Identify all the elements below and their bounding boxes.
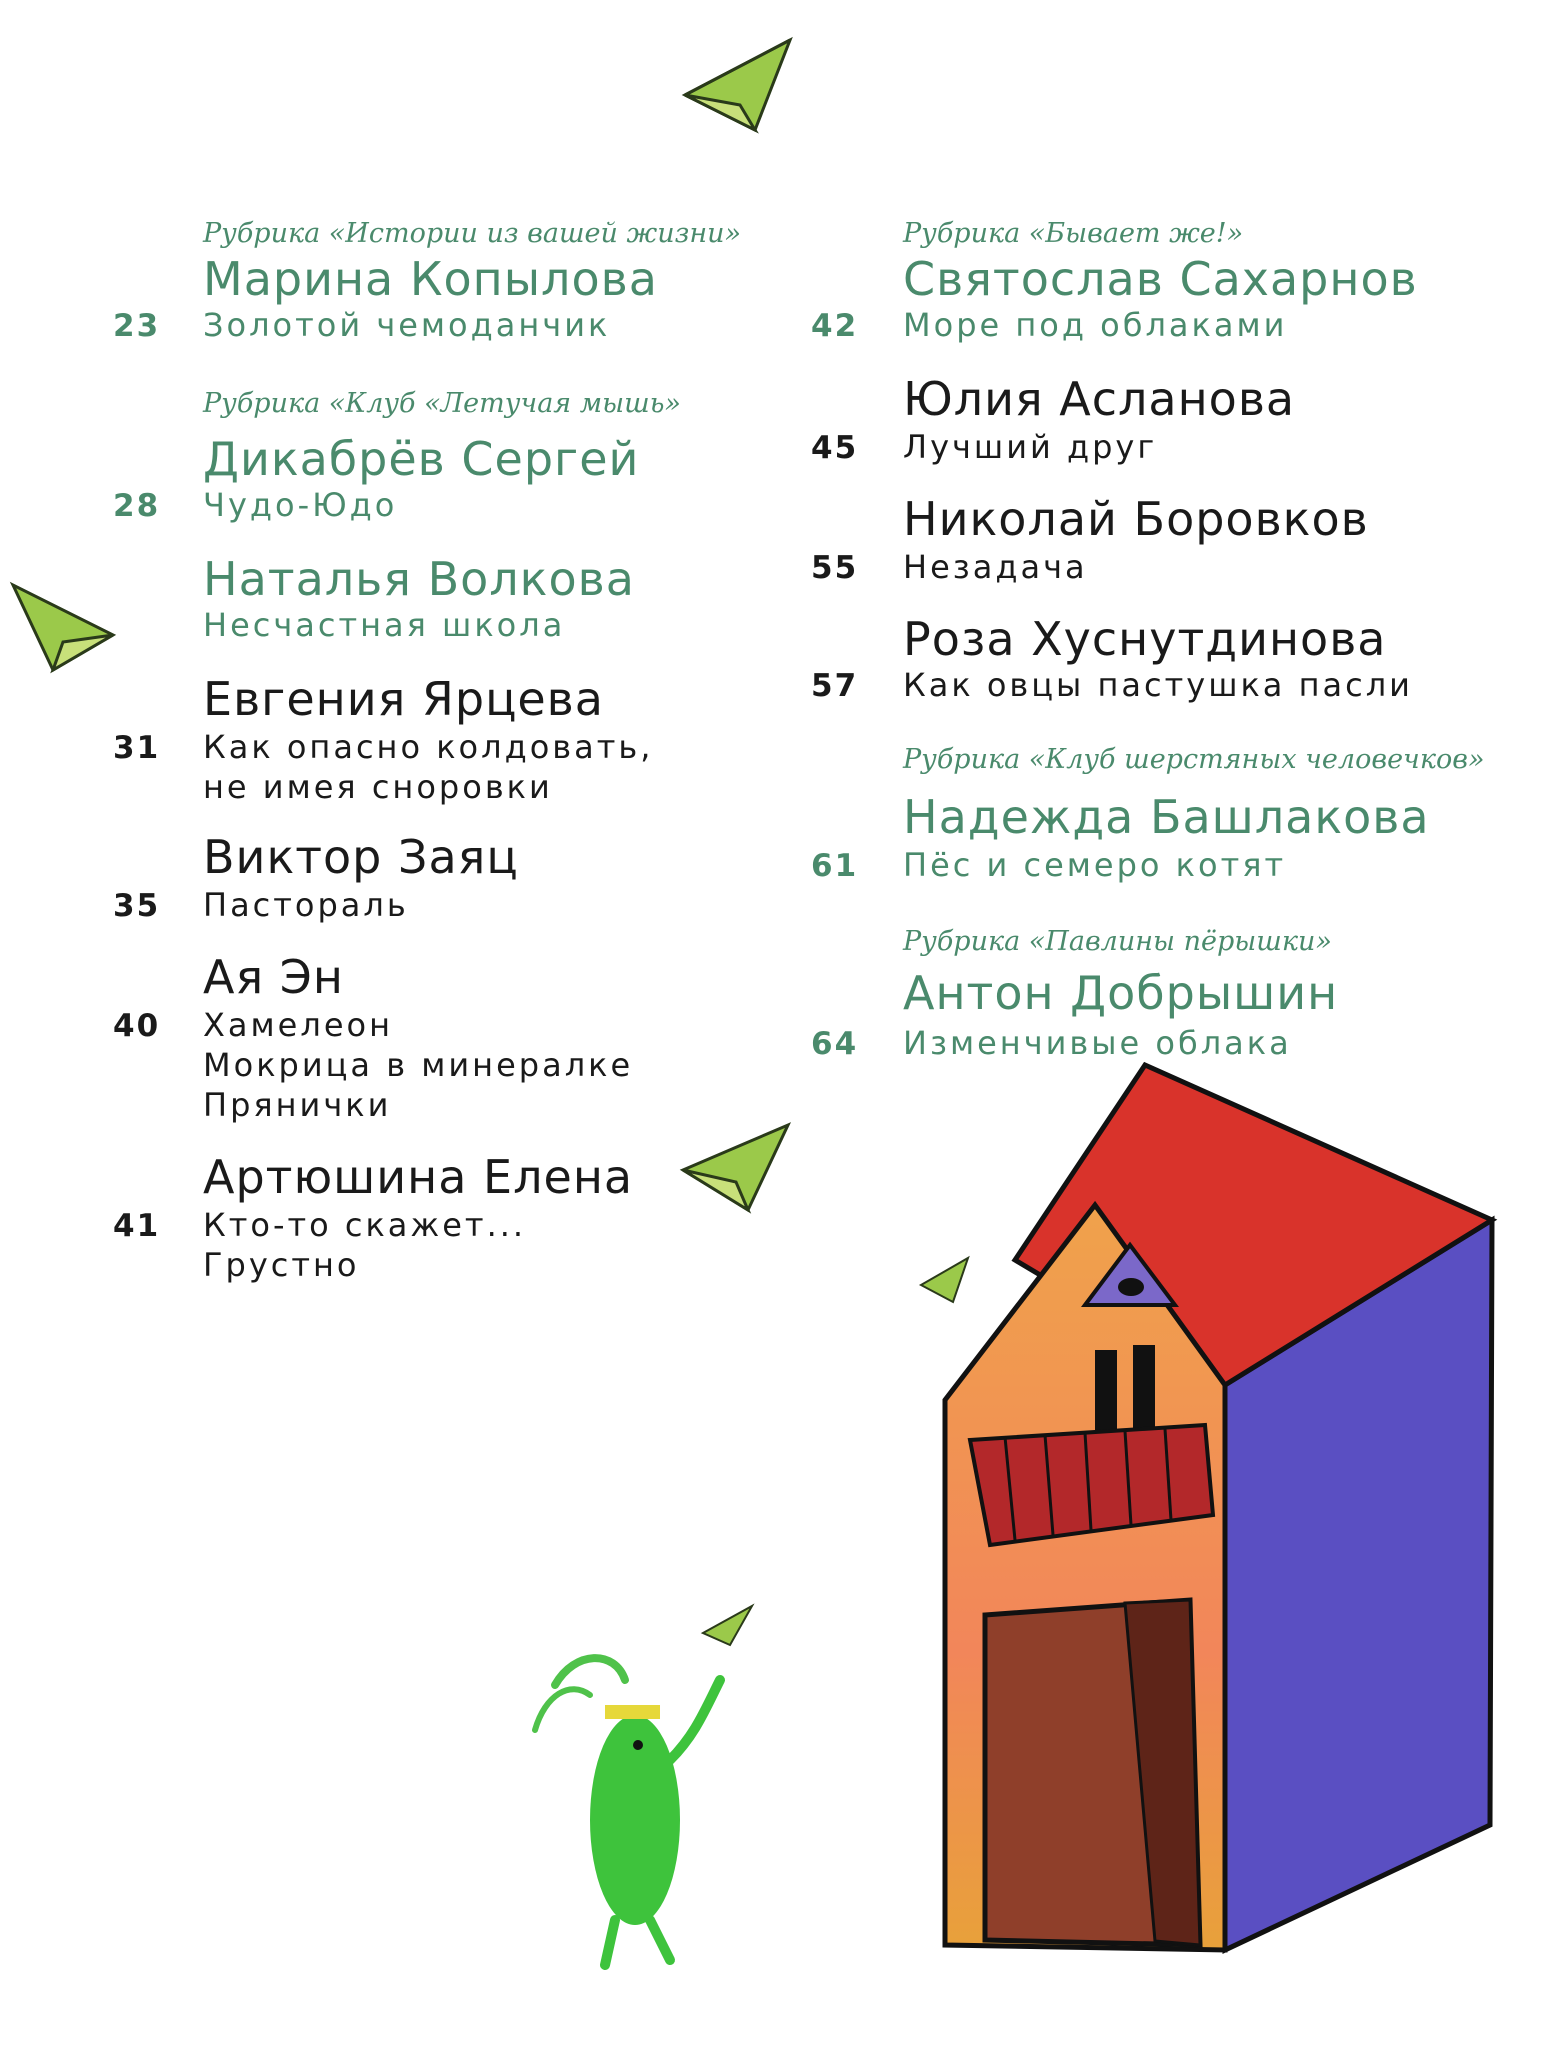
author-name: Юлия Асланова (903, 372, 1296, 426)
page-number[interactable]: 40 (113, 1008, 161, 1044)
author-name: Евгения Ярцева (203, 672, 604, 726)
rubric-label: Рубрика «Клуб «Летучая мышь» (203, 388, 681, 419)
story-title[interactable]: Незадача (903, 548, 1088, 586)
story-title[interactable]: Кто-то скажет... (203, 1206, 527, 1244)
story-title[interactable]: Мокрица в минералке (203, 1046, 634, 1084)
page-number[interactable]: 61 (811, 848, 859, 884)
story-title[interactable]: Грустно (203, 1246, 360, 1284)
rubric-label: Рубрика «Бывает же!» (903, 218, 1244, 249)
page-number[interactable]: 45 (811, 430, 859, 466)
page-number[interactable]: 42 (811, 308, 859, 344)
author-name: Дикабрёв Сергей (203, 432, 640, 486)
paper-plane-icon (680, 35, 800, 135)
page-number[interactable]: 23 (113, 308, 161, 344)
author-name: Надежда Башлакова (903, 790, 1430, 844)
story-title[interactable]: Несчастная школа (203, 606, 566, 644)
page-number[interactable]: 35 (113, 888, 161, 924)
story-title[interactable]: Изменчивые облака (903, 1024, 1292, 1062)
green-creature-drawing (520, 1640, 760, 1970)
story-title[interactable]: Как овцы пастушка пасли (903, 666, 1413, 704)
author-name: Ая Эн (203, 950, 344, 1004)
author-name: Марина Копылова (203, 252, 658, 306)
page-number[interactable]: 57 (811, 668, 859, 704)
story-title[interactable]: Чудо-Юдо (203, 486, 398, 524)
author-name: Антон Добрышин (903, 966, 1339, 1020)
story-title[interactable]: Пастораль (203, 886, 409, 924)
page-number[interactable]: 55 (811, 550, 859, 586)
rubric-label: Рубрика «Истории из вашей жизни» (203, 218, 742, 249)
author-name: Роза Хуснутдинова (903, 612, 1387, 666)
story-title[interactable]: Прянички (203, 1086, 392, 1124)
rubric-label: Рубрика «Павлины пёрышки» (903, 926, 1332, 957)
house-drawing (895, 1055, 1505, 1955)
story-title[interactable]: Хамелеон (203, 1006, 393, 1044)
paper-plane-icon (678, 1120, 793, 1215)
author-name: Артюшина Елена (203, 1150, 634, 1204)
author-name: Святослав Сахарнов (903, 252, 1418, 306)
page-number[interactable]: 31 (113, 730, 161, 766)
story-title[interactable]: не имея сноровки (203, 768, 553, 806)
story-title[interactable]: Лучший друг (903, 428, 1158, 466)
rubric-label: Рубрика «Клуб шерстяных человечков» (903, 744, 1485, 775)
author-name: Виктор Заяц (203, 830, 519, 884)
author-name: Николай Боровков (903, 492, 1369, 546)
page-number[interactable]: 64 (811, 1026, 859, 1062)
paper-plane-icon (8, 580, 118, 675)
story-title[interactable]: Море под облаками (903, 306, 1288, 344)
page-number[interactable]: 41 (113, 1208, 161, 1244)
story-title[interactable]: Пёс и семеро котят (903, 846, 1287, 884)
page-number[interactable]: 28 (113, 488, 161, 524)
story-title[interactable]: Золотой чемоданчик (203, 306, 611, 344)
story-title[interactable]: Как опасно колдовать, (203, 728, 654, 766)
author-name: Наталья Волкова (203, 552, 635, 606)
